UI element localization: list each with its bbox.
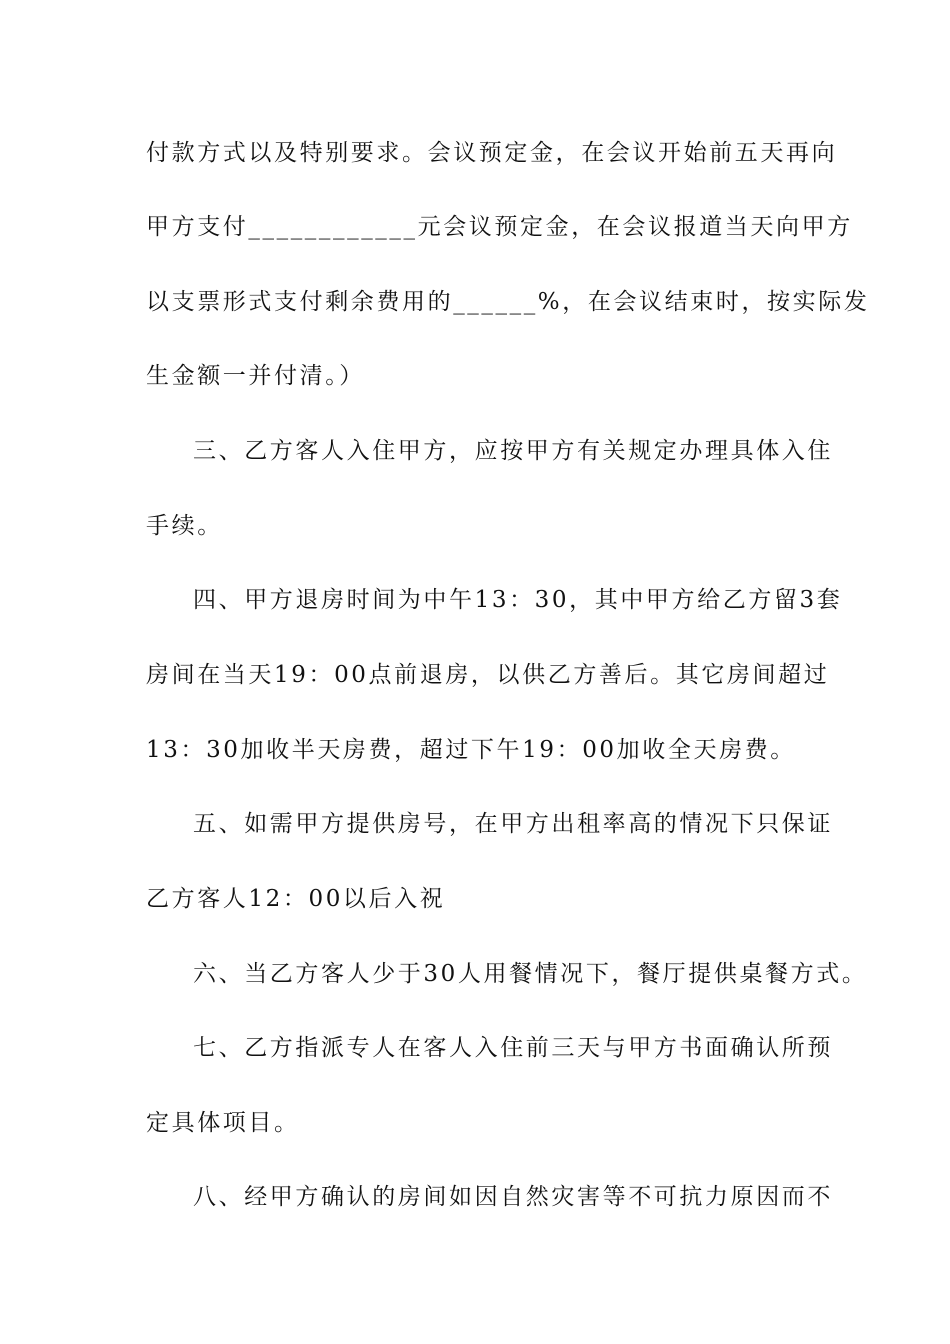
text-line: 甲方支付____________元会议预定金，在会议报道当天向甲方 xyxy=(146,214,853,240)
paragraph-start-line: 八、经甲方确认的房间如因自然灾害等不可抗力原因而不 xyxy=(193,1184,833,1210)
paragraph-start-line: 四、甲方退房时间为中午13：30，其中甲方给乙方留3套 xyxy=(193,587,843,613)
text-line: 手续。 xyxy=(146,513,223,539)
text-line: 生金额一并付清。） xyxy=(146,363,365,389)
text-line: 13：30加收半天房费，超过下午19：00加收全天房费。 xyxy=(146,737,796,763)
text-line: 定具体项目。 xyxy=(146,1110,300,1136)
paragraph-start-line: 六、当乙方客人少于30人用餐情况下，餐厅提供桌餐方式。 xyxy=(193,961,868,987)
paragraph-start-line: 三、乙方客人入住甲方，应按甲方有关规定办理具体入住 xyxy=(193,438,833,464)
text-line: 房间在当天19：00点前退房，以供乙方善后。其它房间超过 xyxy=(146,662,830,688)
text-line: 乙方客人12：00以后入祝 xyxy=(146,886,446,912)
paragraph-start-line: 七、乙方指派专人在客人入住前三天与甲方书面确认所预 xyxy=(193,1035,833,1061)
text-line: 付款方式以及特别要求。会议预定金，在会议开始前五天再向 xyxy=(146,140,838,166)
paragraph-start-line: 五、如需甲方提供房号，在甲方出租率高的情况下只保证 xyxy=(193,811,833,837)
text-line: 以支票形式支付剩余费用的______%，在会议结束时，按实际发 xyxy=(146,289,870,315)
